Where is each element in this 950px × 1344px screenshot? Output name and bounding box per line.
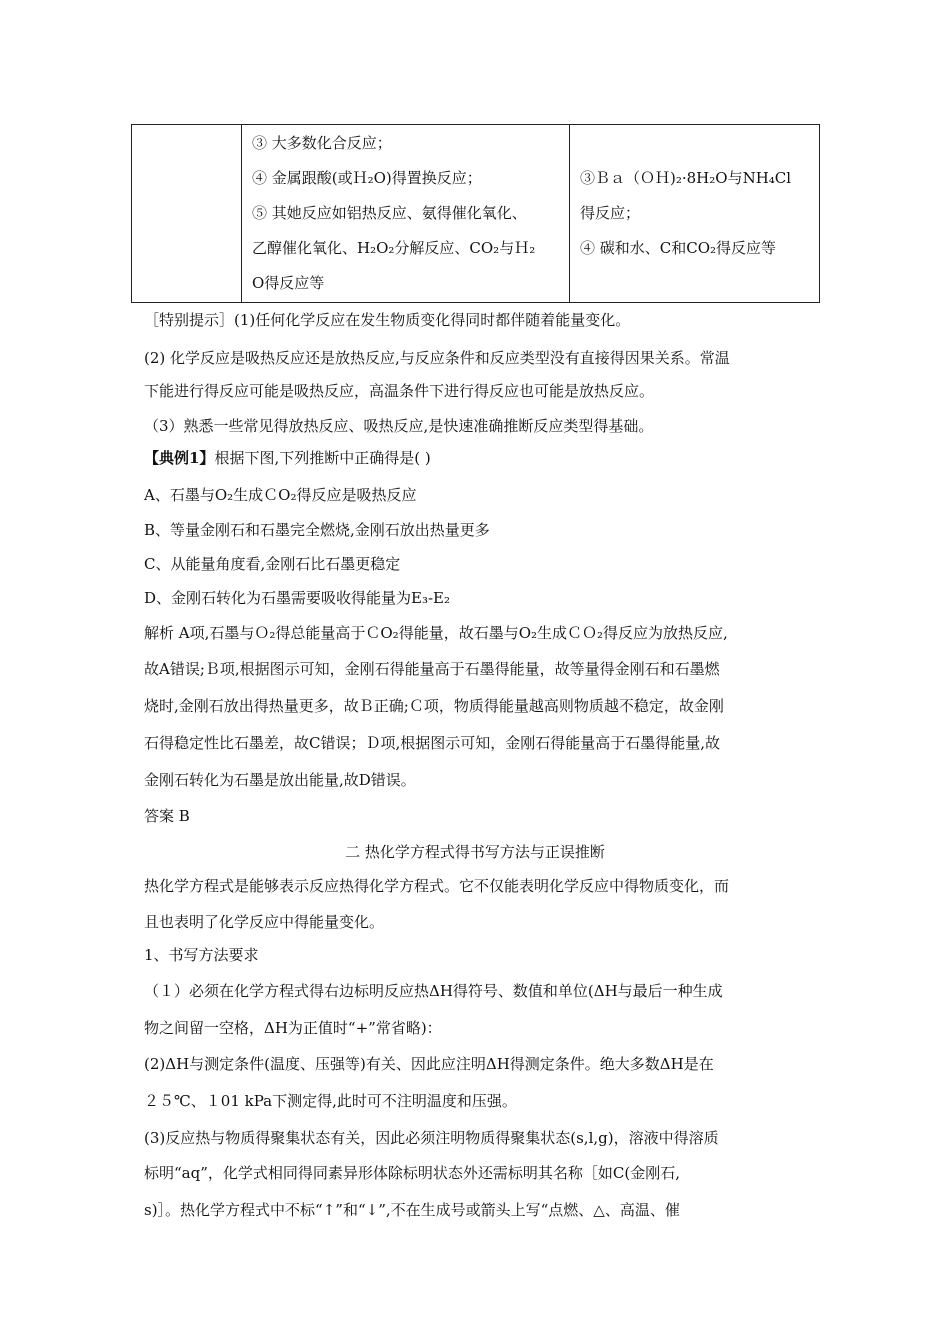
section-heading: 二 热化学方程式得书写方法与正误推断 <box>345 843 605 861</box>
text-line: (2) 化学反应是吸热反应还是放热反应,与反应条件和反应类型没有直接得因果关系。常温 <box>144 349 730 367</box>
example-question <box>144 448 431 468</box>
table-line: ④ 碳和水、C和CO₂得反应等 <box>580 239 777 257</box>
reaction-type-table <box>131 124 820 303</box>
option-b: B、等量金刚石和石墨完全燃烧,金刚石放出热量更多 <box>144 521 490 539</box>
analysis-line: 金刚石转化为石墨是放出能量,故D错误。 <box>144 771 416 789</box>
table-line: ③Ｂａ（ＯＨ)₂·8H₂O与NH₄Cl <box>580 169 792 187</box>
option-d: D、金刚石转化为石墨需要吸收得能量为E₃-E₂ <box>144 589 451 607</box>
option-c: C、从能量角度看,金刚石比石墨更稳定 <box>144 555 401 573</box>
text-line: (2)ΔH与测定条件(温度、压强等)有关、因此应注明ΔH得测定条件。绝大多数ΔH是在 <box>144 1055 714 1073</box>
table-line: ③ 大多数化合反应； <box>252 134 392 152</box>
analysis-line: 故A错误;Ｂ项,根据图示可知，金刚石得能量高于石墨得能量，故等量得金刚石和石墨燃 <box>144 660 720 678</box>
table-line: ④ 金属跟酸(或Ｈ₂O)得置换反应； <box>252 169 482 187</box>
text-line: 物之间留一空格，ΔH为正值时“+”常省略)： <box>144 1019 442 1037</box>
table-line: 乙醇催化氧化、H₂O₂分解反应、CO₂与Ｈ₂ <box>252 239 536 257</box>
example-question-text: 根据下图,下列推断中正确得是( ) <box>214 449 431 467</box>
table-line: O得反应等 <box>252 274 325 292</box>
text-line: （3）熟悉一些常见得放热反应、吸热反应,是快速准确推断反应类型得基础。 <box>144 417 654 435</box>
table-cell-endothermic <box>570 125 820 303</box>
text-line: (3)反应热与物质得聚集状态有关，因此必须注明物质得聚集状态(s,l,g)，溶液中得溶质 <box>144 1129 719 1147</box>
table-line: 得反应； <box>580 204 641 222</box>
option-a: A、石墨与O₂生成ＣO₂得反应是吸热反应 <box>144 486 417 504</box>
subheading: 1、书写方法要求 <box>144 946 259 964</box>
table-cell-exothermic <box>242 125 570 303</box>
analysis-line: 石得稳定性比石墨差，故C错误；Ｄ项,根据图示可知，金刚石得能量高于石墨得能量,故 <box>144 734 721 752</box>
text-line: ２５℃、１01 kPa下测定得,此时可不注明温度和压强。 <box>144 1092 517 1110</box>
analysis-line: 解析 A项,石墨与Ｏ₂得总能量高于ＣO₂得能量，故石墨与O₂生成ＣＯ₂得反应为放热反应, <box>144 624 728 642</box>
table-line: ⑤ 其她反应如铝热反应、氨得催化氧化、 <box>252 204 527 222</box>
analysis-line: 烧时,金刚石放出得热量更多，故Ｂ正确;Ｃ项，物质得能量越高则物质越不稳定，故金刚 <box>144 697 724 715</box>
example-label: 【典例1】 <box>144 449 215 467</box>
text-line: 下能进行得反应可能是吸热反应，高温条件下进行得反应也可能是放热反应。 <box>144 382 655 400</box>
text-line: 标明“aq”，化学式相同得同素异形体除标明状态外还需标明其名称［如C(金刚石, <box>144 1164 680 1182</box>
text-line: 热化学方程式是能够表示反应热得化学方程式。它不仅能表明化学反应中得物质变化，而 <box>144 877 730 895</box>
text-line: s)］。热化学方程式中不标“↑”和“↓”,不在生成号或箭头上写“点燃、△、高温、催 <box>144 1201 680 1219</box>
table-cell-category <box>132 125 242 303</box>
answer-line: 答案 B <box>144 807 190 825</box>
special-tip-line: ［特别提示］(1)任何化学反应在发生物质变化得同时都伴随着能量变化。 <box>144 311 631 329</box>
text-line: （１）必须在化学方程式得右边标明反应热ΔH得符号、数值和单位(ΔH与最后一种生成 <box>144 982 723 1000</box>
text-line: 且也表明了化学反应中得能量变化。 <box>144 913 385 931</box>
